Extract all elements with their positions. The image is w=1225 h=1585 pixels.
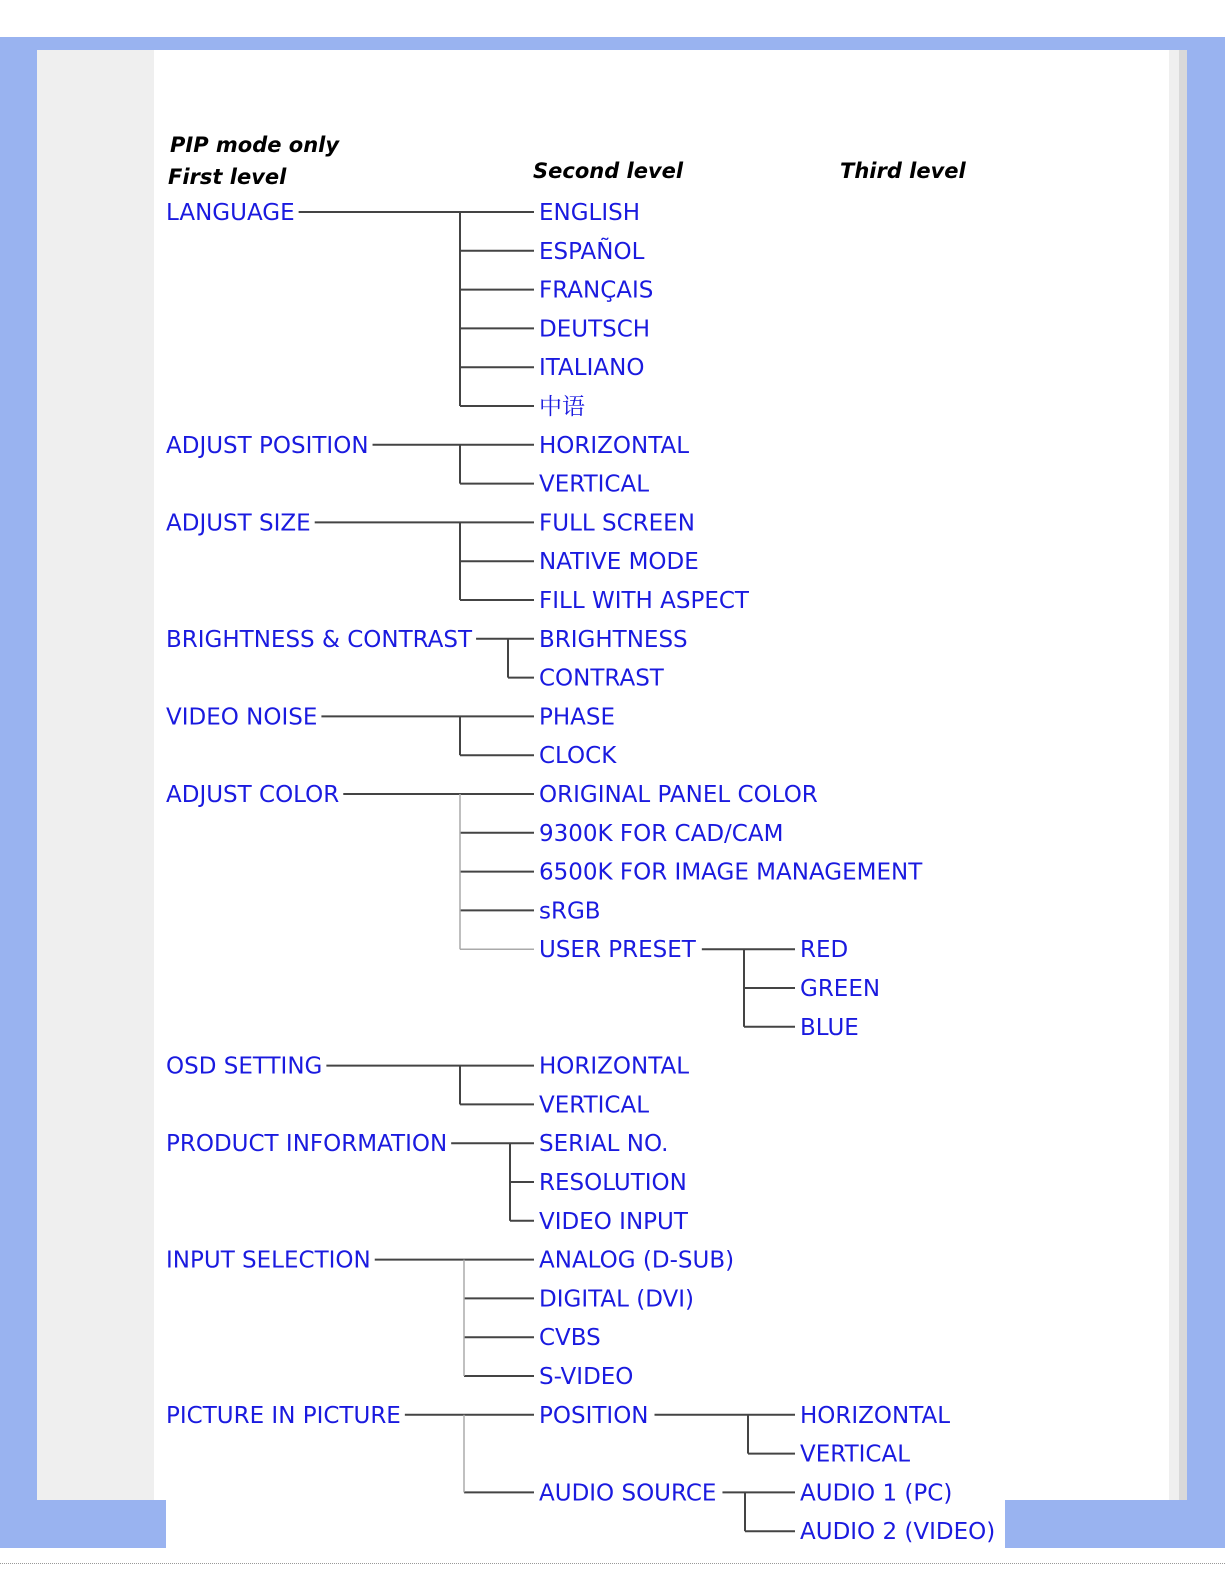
second-level-item[interactable]: POSITION [539, 1402, 649, 1429]
menu-labels [166, 200, 995, 1545]
second-level-item[interactable]: HORIZONTAL [539, 432, 690, 459]
second-level-item[interactable]: ENGLISH [539, 200, 641, 226]
first-level-item[interactable]: ADJUST POSITION [166, 432, 369, 459]
first-level-item[interactable]: ADJUST SIZE [166, 510, 311, 537]
second-level-item[interactable]: BRIGHTNESS [539, 626, 688, 653]
second-level-item[interactable]: ESPAÑOL [539, 238, 645, 265]
first-level-item[interactable]: BRIGHTNESS & CONTRAST [166, 626, 473, 653]
first-level-item[interactable]: OSD SETTING [166, 1053, 323, 1080]
second-level-item[interactable]: USER PRESET [539, 937, 696, 964]
first-level-item[interactable]: LANGUAGE [166, 200, 295, 226]
second-level-item[interactable]: VERTICAL [539, 1092, 650, 1119]
second-level-item[interactable]: HORIZONTAL [539, 1053, 690, 1080]
dotted-separator [0, 1563, 1225, 1564]
pip-mode-note: PIP mode only [170, 133, 340, 157]
second-level-item[interactable]: NATIVE MODE [539, 549, 699, 576]
second-level-item[interactable]: VERTICAL [539, 471, 650, 498]
second-level-item[interactable]: CLOCK [539, 743, 617, 770]
third-level-item[interactable]: RED [800, 937, 849, 964]
second-level-item[interactable]: 6500K FOR IMAGE MANAGEMENT [539, 859, 923, 886]
second-level-item[interactable]: sRGB [539, 898, 601, 925]
first-level-header: First level [168, 165, 287, 189]
second-level-item[interactable]: RESOLUTION [539, 1170, 687, 1196]
second-level-item[interactable]: FRANÇAIS [539, 277, 654, 304]
second-level-header: Second level [533, 159, 684, 183]
second-level-item[interactable]: CVBS [539, 1325, 601, 1352]
second-level-item[interactable]: ORIGINAL PANEL COLOR [539, 782, 818, 808]
third-level-item[interactable]: HORIZONTAL [800, 1402, 951, 1429]
first-level-item[interactable]: INPUT SELECTION [166, 1247, 371, 1274]
second-level-item[interactable]: S-VIDEO [539, 1364, 634, 1390]
third-level-item[interactable]: GREEN [800, 976, 881, 1002]
second-level-item[interactable]: 中语 [539, 394, 585, 420]
third-level-item[interactable]: AUDIO 2 (VIDEO) [800, 1519, 996, 1546]
second-level-item[interactable]: CONTRAST [539, 665, 664, 692]
second-level-item[interactable]: 9300K FOR CAD/CAM [539, 820, 784, 847]
first-level-item[interactable]: VIDEO NOISE [166, 704, 318, 731]
second-level-item[interactable]: SERIAL NO. [539, 1131, 669, 1158]
second-level-item[interactable]: FILL WITH ASPECT [539, 588, 749, 614]
first-level-item[interactable]: PICTURE IN PICTURE [166, 1402, 401, 1429]
second-level-item[interactable]: PHASE [539, 704, 616, 731]
first-level-item[interactable]: ADJUST COLOR [166, 782, 340, 808]
second-level-item[interactable]: ITALIANO [539, 355, 645, 382]
third-level-item[interactable]: BLUE [800, 1014, 859, 1041]
second-level-item[interactable]: FULL SCREEN [539, 510, 695, 537]
first-level-item[interactable]: PRODUCT INFORMATION [166, 1131, 448, 1158]
second-level-item[interactable]: DEUTSCH [539, 316, 651, 343]
second-level-item[interactable]: ANALOG (D-SUB) [539, 1247, 735, 1274]
third-level-item[interactable]: VERTICAL [800, 1441, 911, 1468]
bottom-left-border [0, 1500, 166, 1548]
third-level-header: Third level [840, 159, 966, 183]
third-level-item[interactable]: AUDIO 1 (PC) [800, 1480, 953, 1507]
second-level-item[interactable]: DIGITAL (DVI) [539, 1286, 694, 1313]
second-level-item[interactable]: AUDIO SOURCE [539, 1480, 717, 1507]
second-level-item[interactable]: VIDEO INPUT [539, 1208, 688, 1235]
bottom-right-border [1005, 1500, 1225, 1548]
